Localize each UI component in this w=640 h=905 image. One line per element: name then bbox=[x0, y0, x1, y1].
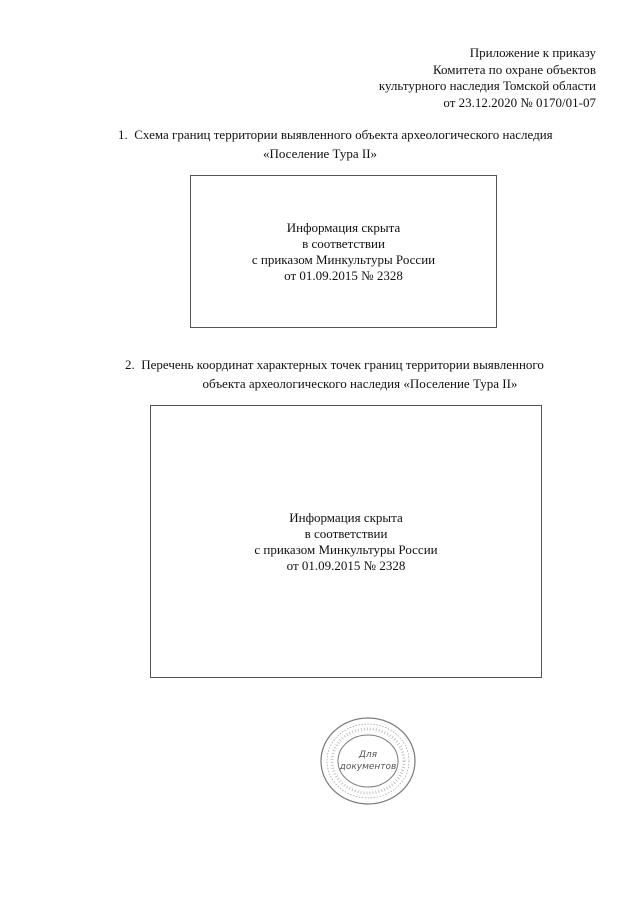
section2-number: 2. bbox=[125, 357, 135, 372]
hidden-info-line: в соответствии bbox=[304, 525, 388, 541]
seal-stamp bbox=[318, 715, 418, 807]
section2-title-line2: объекта археологического наследия «Поселение Тура II» bbox=[202, 376, 518, 391]
section2-title bbox=[125, 356, 544, 374]
hidden-info-line: с приказом Минкультуры России bbox=[251, 251, 436, 267]
appendix-header bbox=[379, 45, 596, 111]
section1-title bbox=[118, 126, 553, 144]
hidden-info-line: Информация скрыта bbox=[286, 219, 401, 235]
section1-title-line2: «Поселение Тура II» bbox=[262, 146, 378, 161]
hidden-info-line: в соответствии bbox=[302, 235, 385, 251]
hidden-info-line: Информация скрыта bbox=[289, 509, 403, 525]
section2-hidden-info-box bbox=[150, 405, 542, 678]
section1-hidden-info-box bbox=[190, 175, 497, 328]
header-line: культурного наследия Томской области bbox=[378, 78, 596, 93]
header-line: Приложение к приказу bbox=[469, 45, 596, 60]
section1-number: 1. bbox=[118, 127, 128, 142]
stamp-text-line1: Для bbox=[358, 750, 378, 760]
stamp-text-line2: документов bbox=[339, 762, 397, 772]
hidden-info-line: с приказом Минкультуры России bbox=[254, 541, 438, 557]
hidden-info-line: от 01.09.2015 № 2328 bbox=[284, 267, 403, 283]
header-line: Комитета по охране объектов bbox=[433, 61, 596, 77]
section1-title-line1: Схема границ территории выявленного объекта археологического наследия bbox=[134, 127, 553, 142]
hidden-info-line: от 01.09.2015 № 2328 bbox=[286, 557, 406, 573]
header-line: от 23.12.2020 № 0170/01-07 bbox=[443, 94, 596, 110]
section2-title-line1: Перечень координат характерных точек границ территории выявленного bbox=[141, 357, 544, 372]
